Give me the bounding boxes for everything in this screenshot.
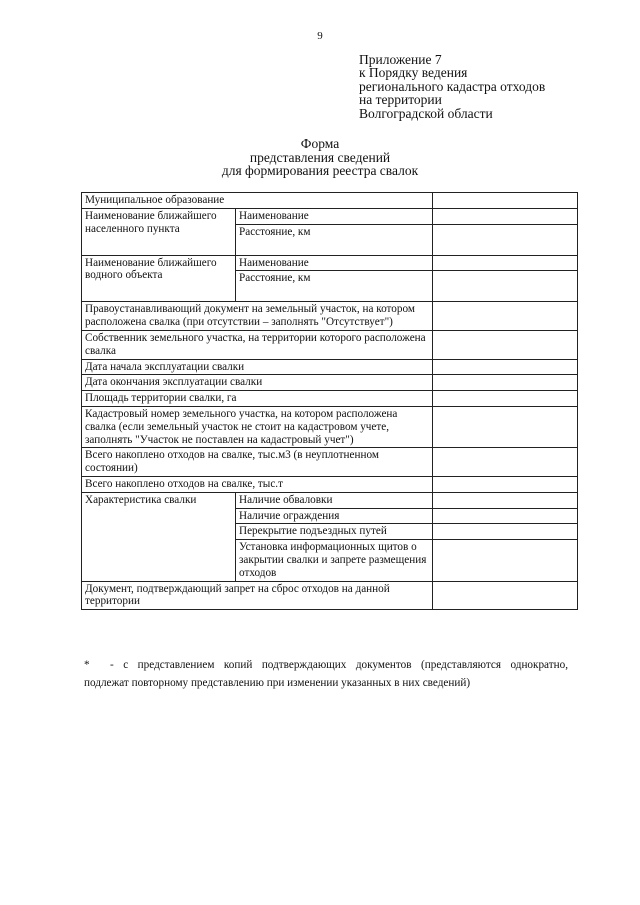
- area-value[interactable]: [433, 391, 578, 407]
- end-date-value[interactable]: [433, 375, 578, 391]
- area-label: Площадь территории свалки, га: [82, 391, 433, 407]
- land-owner-value[interactable]: [433, 330, 578, 359]
- table-row: [82, 448, 578, 477]
- land-owner-label: Собственник земельного участка, на территории которого расположена свалка: [82, 330, 433, 359]
- settlement-distance-value[interactable]: [433, 224, 578, 255]
- table-row: [82, 492, 578, 508]
- table-row: [82, 375, 578, 391]
- title-line: для формирования реестра свалок: [221, 163, 419, 178]
- appendix-reference: [359, 53, 545, 120]
- table-row: [82, 302, 578, 331]
- table-row: [82, 391, 578, 407]
- appendix-line: на территории: [359, 92, 442, 108]
- waste-volume-m3-value[interactable]: [433, 448, 578, 477]
- appendix-line: Волгоградской области: [359, 105, 493, 121]
- title-document-label: Правоустанавливающий документ на земельный участок, на котором расположена свалка (при отсутствии – заполнять "Отсутствует"): [82, 302, 433, 331]
- waste-volume-m3-label: Всего накоплено отходов на свалке, тыс.м3 (в неуплотненном состоянии): [82, 448, 433, 477]
- table-row: [82, 208, 578, 224]
- title-line: Форма: [300, 136, 340, 151]
- footnote-text: - с представлением копий подтверждающих документов (представляются однократно, подлежат повторному представлению при изменении указанных в них сведений): [84, 659, 568, 689]
- access-roads-value[interactable]: [433, 524, 578, 540]
- table-row: [82, 330, 578, 359]
- cadastral-number-value[interactable]: [433, 406, 578, 447]
- table-row: [82, 476, 578, 492]
- fence-label: Наличие ограждения: [236, 508, 433, 524]
- municipality-label: Муниципальное образование: [82, 193, 433, 209]
- characteristics-label: Характеристика свалки: [82, 492, 236, 581]
- appendix-line: к Порядку ведения: [359, 65, 468, 81]
- fence-value[interactable]: [433, 508, 578, 524]
- title-document-value[interactable]: [433, 302, 578, 331]
- page-number: 9: [317, 30, 323, 42]
- water-body-distance-label: Расстояние, км: [236, 271, 433, 302]
- appendix-line: Приложение 7: [359, 52, 442, 67]
- embankment-value[interactable]: [433, 492, 578, 508]
- start-date-value[interactable]: [433, 359, 578, 375]
- water-body-distance-value[interactable]: [433, 271, 578, 302]
- landfill-register-table: [81, 192, 578, 610]
- cadastral-number-label: Кадастровый номер земельного участка, на котором расположена свалка (если земельный участок не стоит на кадастровом учете, заполнять "Участок не поставлен на кадастровый учет"): [82, 406, 433, 447]
- end-date-label: Дата окончания эксплуатации свалки: [82, 375, 433, 391]
- appendix-line: регионального кадастра отходов: [359, 78, 546, 94]
- ban-document-value[interactable]: [433, 581, 578, 610]
- embankment-label: Наличие обваловки: [236, 492, 433, 508]
- municipality-value[interactable]: [433, 193, 578, 209]
- water-body-name-label: Наименование: [236, 255, 433, 271]
- water-body-label: Наименование ближайшего водного объекта: [82, 255, 236, 302]
- table-row: [82, 406, 578, 447]
- access-roads-label: Перекрытие подъездных путей: [236, 524, 433, 540]
- table-row: [82, 581, 578, 610]
- water-body-name-value[interactable]: [433, 255, 578, 271]
- footnote-mark: *: [84, 659, 90, 671]
- settlement-label: Наименование ближайшего населенного пункта: [82, 208, 236, 255]
- table-row: [82, 359, 578, 375]
- info-signs-label: Установка информационных щитов о закрытии свалки и запрете размещения отходов: [236, 540, 433, 581]
- table-row: [82, 255, 578, 271]
- form-title: [0, 137, 640, 178]
- start-date-label: Дата начала эксплуатации свалки: [82, 359, 433, 375]
- ban-document-label: Документ, подтверждающий запрет на сброс отходов на данной территории: [82, 581, 433, 610]
- table-row: [82, 193, 578, 209]
- waste-volume-t-value[interactable]: [433, 476, 578, 492]
- settlement-name-value[interactable]: [433, 208, 578, 224]
- waste-volume-t-label: Всего накоплено отходов на свалке, тыс.т: [82, 476, 433, 492]
- info-signs-value[interactable]: [433, 540, 578, 581]
- footnote: [84, 657, 568, 692]
- title-line: представления сведений: [249, 149, 391, 165]
- settlement-name-label: Наименование: [236, 208, 433, 224]
- settlement-distance-label: Расстояние, км: [236, 224, 433, 255]
